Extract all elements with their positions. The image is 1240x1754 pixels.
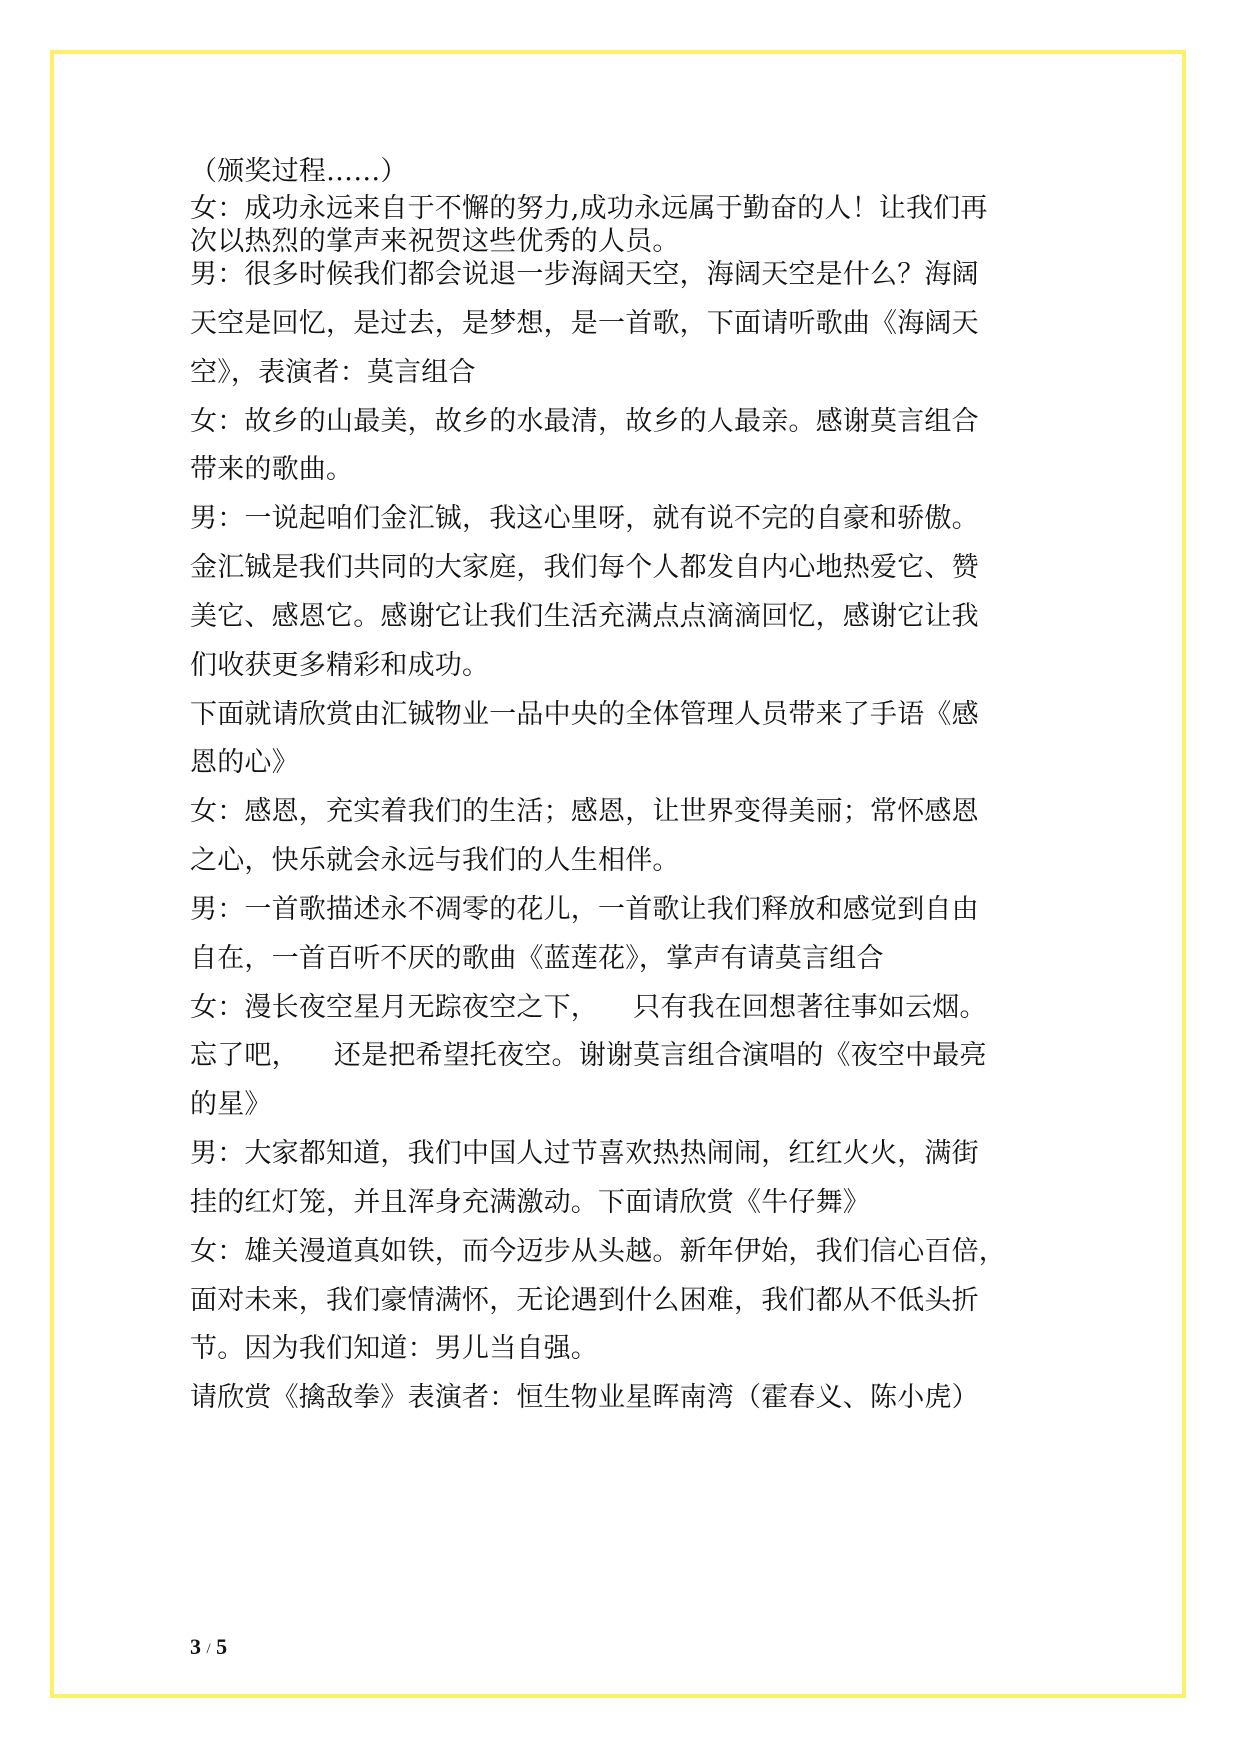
text-line: 们收获更多精彩和成功。 bbox=[190, 650, 490, 681]
text-line: 男：一首歌描述永不凋零的花儿，一首歌让我们释放和感觉到自由 bbox=[190, 894, 979, 925]
text-line: 男：一说起咱们金汇铖，我这心里呀，就有说不完的自豪和骄傲。 bbox=[190, 503, 979, 534]
text-line: 下面就请欣赏由汇铖物业一品中央的全体管理人员带来了手语《感 bbox=[190, 699, 979, 730]
page-number bbox=[190, 1635, 227, 1661]
page-number-total: 5 bbox=[216, 1634, 228, 1659]
text-line: 女：感恩，充实着我们的生活；感恩，让世界变得美丽；常怀感恩 bbox=[190, 796, 979, 827]
text-line: 女：故乡的山最美，故乡的水最清，故乡的人最亲。感谢莫言组合 bbox=[190, 406, 979, 437]
text-line: 之心，快乐就会永远与我们的人生相伴。 bbox=[190, 845, 680, 876]
text-line: 金汇铖是我们共同的大家庭，我们每个人都发自内心地热爱它、赞 bbox=[190, 552, 979, 583]
text-line: 次以热烈的掌声来祝贺这些优秀的人员。 bbox=[190, 226, 680, 257]
text-line: 男：很多时候我们都会说退一步海阔天空，海阔天空是什么？海阔 bbox=[190, 259, 979, 290]
text-line: 女：雄关漫道真如铁，而今迈步从头越。新年伊始，我们信心百倍， bbox=[190, 1236, 1006, 1267]
text-line: 忘了吧， 还是把希望托夜空。谢谢莫言组合演唱的《夜空中最亮 bbox=[190, 1040, 987, 1071]
page-number-current: 3 bbox=[190, 1634, 201, 1659]
text-line: 男：大家都知道，我们中国人过节喜欢热热闹闹，红红火火，满街 bbox=[190, 1138, 979, 1169]
text-line: （颁奖过程……） bbox=[190, 156, 408, 187]
text-line: 自在，一首百听不厌的歌曲《蓝莲花》，掌声有请莫言组合 bbox=[190, 943, 884, 974]
text-line: 带来的歌曲。 bbox=[190, 454, 354, 485]
text-line: 请欣赏《擒敌拳》表演者：恒生物业星晖南湾（霍春义、陈小虎） bbox=[190, 1382, 979, 1413]
text-line: 美它、感恩它。感谢它让我们生活充满点点滴滴回忆，感谢它让我 bbox=[190, 601, 979, 632]
text-line: 节。因为我们知道：男儿当自强。 bbox=[190, 1333, 598, 1364]
text-line: 天空是回忆，是过去，是梦想，是一首歌，下面请听歌曲《海阔天 bbox=[190, 308, 979, 339]
text-line: 的星》 bbox=[190, 1089, 272, 1120]
text-line: 空》，表演者：莫言组合 bbox=[190, 357, 476, 388]
text-line: 挂的红灯笼，并且浑身充满激动。下面请欣赏《牛仔舞》 bbox=[190, 1187, 870, 1218]
text-line: 恩的心》 bbox=[190, 747, 299, 778]
text-line: 女：漫长夜空星月无踪夜空之下， 只有我在回想著往事如云烟。 bbox=[190, 992, 987, 1023]
text-line: 女：成功永远来自于不懈的努力,成功永远属于勤奋的人！让我们再 bbox=[190, 193, 988, 224]
text-line: 面对未来，我们豪情满怀，无论遇到什么困难，我们都从不低头折 bbox=[190, 1285, 979, 1316]
page-number-separator: / bbox=[206, 1640, 211, 1657]
